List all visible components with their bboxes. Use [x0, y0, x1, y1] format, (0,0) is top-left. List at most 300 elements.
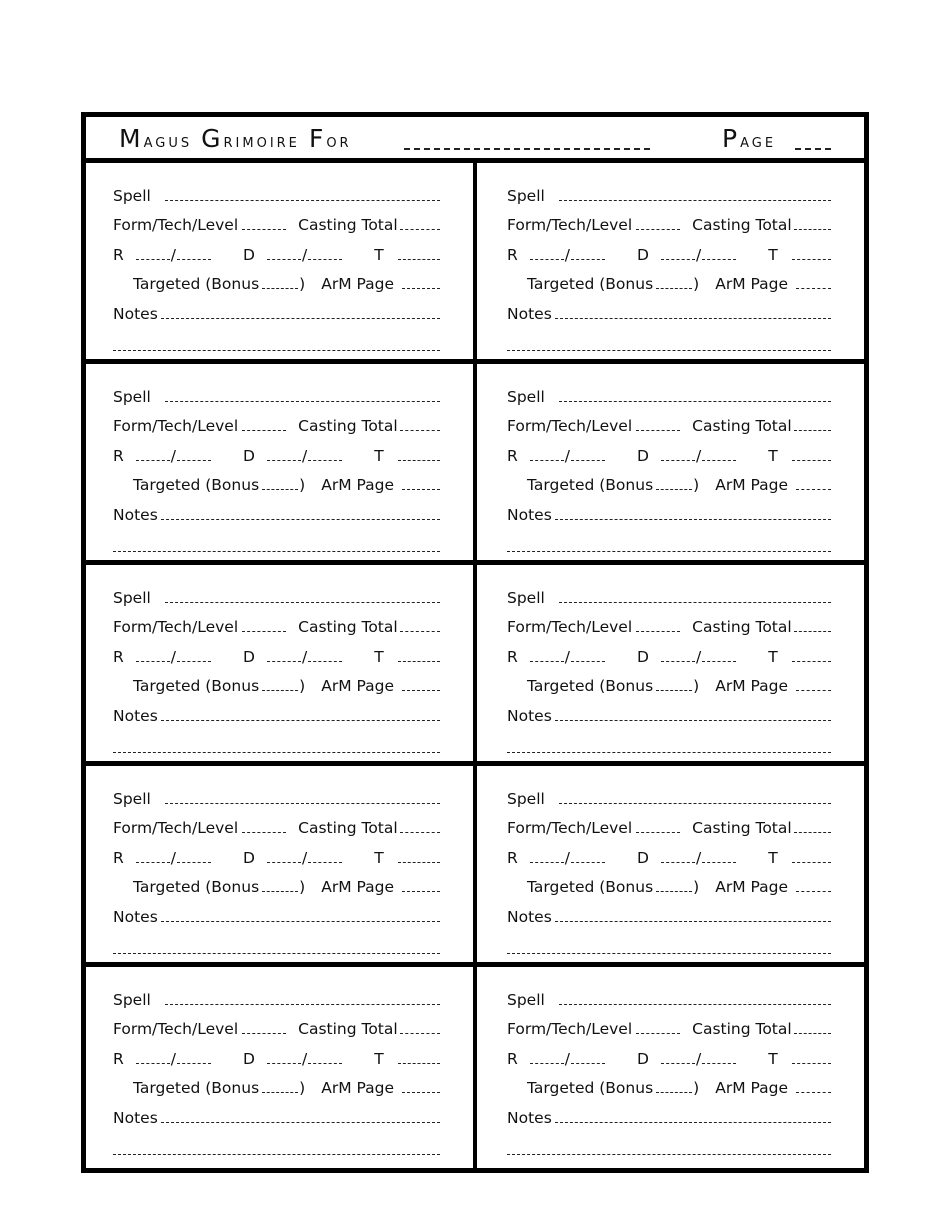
casting-total-label: Casting Total — [298, 216, 398, 234]
notes-extra-blank — [507, 1153, 831, 1155]
notes-line — [113, 1097, 444, 1127]
bonus-blank — [656, 890, 692, 892]
targeted-label: Targeted (Bonus — [527, 878, 654, 896]
targeted-label: Targeted (Bonus — [527, 275, 654, 293]
paren: ) — [693, 878, 700, 896]
targeted-label: Targeted (Bonus — [133, 476, 260, 494]
notes-blank — [555, 518, 831, 520]
target-label: T — [768, 647, 778, 666]
spell-entry — [86, 565, 475, 766]
targeted-line — [507, 867, 835, 897]
target-blank — [398, 861, 440, 863]
arm-page-blank — [796, 488, 831, 490]
target-label: T — [374, 848, 384, 867]
spell-blank — [165, 1003, 440, 1005]
notes-extra-line — [507, 323, 835, 356]
notes-line — [507, 896, 835, 926]
range-label: R — [507, 1049, 518, 1068]
range-label: R — [113, 1049, 124, 1068]
spell-blank — [165, 802, 440, 804]
spell-label: Spell — [113, 990, 151, 1009]
target-label: T — [374, 1049, 384, 1068]
spell-blank — [165, 601, 440, 603]
casting-total-label: Casting Total — [298, 1020, 398, 1038]
magus-name-blank — [404, 148, 650, 150]
notes-blank — [555, 719, 831, 721]
spell-label: Spell — [113, 186, 151, 205]
range-label: R — [113, 647, 124, 666]
notes-line — [507, 494, 835, 524]
spell-blank — [559, 601, 831, 603]
page-label: Page — [722, 124, 777, 153]
spell-entry — [475, 565, 864, 766]
casting-total-label: Casting Total — [692, 1020, 792, 1038]
form-tech-level-label: Form/Tech/Level — [113, 417, 239, 435]
slash: / — [170, 245, 177, 264]
slash: / — [170, 647, 177, 666]
form-line — [507, 406, 835, 436]
spell-entry — [86, 163, 475, 364]
target-blank — [398, 1062, 440, 1064]
header — [86, 117, 864, 163]
page-number-blank — [795, 148, 831, 150]
target-blank — [792, 660, 831, 662]
spell-blank — [559, 199, 831, 201]
slash: / — [564, 446, 571, 465]
targeted-label: Targeted (Bonus — [133, 275, 260, 293]
spell-entry — [475, 766, 864, 967]
arm-page-blank — [796, 890, 831, 892]
form-tech-level-blank — [242, 831, 286, 833]
slash: / — [695, 1049, 702, 1068]
slash: / — [564, 647, 571, 666]
spell-line — [113, 979, 444, 1009]
arm-page-blank — [796, 287, 831, 289]
targeted-line — [113, 666, 444, 696]
form-line — [507, 808, 835, 838]
casting-total-blank — [400, 630, 440, 632]
slash: / — [564, 1049, 571, 1068]
slash: / — [695, 848, 702, 867]
form-tech-level-blank — [242, 1032, 286, 1034]
rdt-line — [113, 1038, 444, 1068]
notes-extra-line — [113, 1127, 444, 1160]
duration-label: D — [243, 848, 255, 867]
spell-label: Spell — [507, 588, 545, 607]
target-blank — [792, 1062, 831, 1064]
spell-entry — [475, 967, 864, 1168]
target-blank — [792, 861, 831, 863]
spell-line — [507, 376, 835, 406]
range-bonus-blank — [177, 459, 211, 461]
notes-blank — [161, 719, 440, 721]
spell-blank — [559, 802, 831, 804]
notes-line — [507, 1097, 835, 1127]
targeted-label: Targeted (Bonus — [527, 1079, 654, 1097]
range-label: R — [507, 245, 518, 264]
paren: ) — [693, 1079, 700, 1097]
form-tech-level-blank — [242, 228, 286, 230]
page-title: Magus Grimoire For — [119, 124, 352, 153]
rdt-line — [507, 435, 835, 465]
duration-bonus-blank — [702, 1062, 736, 1064]
slash: / — [301, 245, 308, 264]
spell-entry — [475, 364, 864, 565]
form-tech-level-blank — [636, 831, 680, 833]
duration-label: D — [243, 245, 255, 264]
arm-page-label: ArM Page — [321, 878, 395, 896]
arm-page-blank — [796, 1091, 831, 1093]
form-line — [113, 808, 444, 838]
notes-blank — [161, 920, 440, 922]
form-tech-level-label: Form/Tech/Level — [113, 618, 239, 636]
duration-blank — [267, 861, 301, 863]
range-label: R — [507, 647, 518, 666]
casting-total-label: Casting Total — [692, 417, 792, 435]
target-label: T — [374, 647, 384, 666]
bonus-blank — [262, 488, 298, 490]
paren: ) — [693, 476, 700, 494]
arm-page-label: ArM Page — [321, 1079, 395, 1097]
duration-bonus-blank — [308, 1062, 342, 1064]
casting-total-blank — [400, 429, 440, 431]
range-bonus-blank — [571, 861, 605, 863]
rdt-line — [113, 234, 444, 264]
spell-entry — [86, 766, 475, 967]
spell-blank — [559, 1003, 831, 1005]
duration-bonus-blank — [702, 861, 736, 863]
duration-label: D — [637, 647, 649, 666]
notes-blank — [161, 518, 440, 520]
notes-label: Notes — [507, 706, 552, 725]
notes-blank — [555, 317, 831, 319]
spell-line — [507, 577, 835, 607]
notes-extra-blank — [507, 550, 831, 552]
slash: / — [564, 245, 571, 264]
target-label: T — [768, 245, 778, 264]
paren: ) — [693, 275, 700, 293]
form-tech-level-blank — [636, 228, 680, 230]
range-blank — [136, 459, 170, 461]
spell-entry — [86, 967, 475, 1168]
form-tech-level-blank — [636, 429, 680, 431]
range-blank — [530, 258, 564, 260]
range-blank — [530, 861, 564, 863]
notes-blank — [555, 920, 831, 922]
range-blank — [136, 258, 170, 260]
casting-total-blank — [794, 831, 831, 833]
targeted-label: Targeted (Bonus — [133, 1079, 260, 1097]
targeted-label: Targeted (Bonus — [527, 677, 654, 695]
notes-line — [507, 293, 835, 323]
spell-grid — [86, 163, 864, 1168]
rdt-line — [507, 636, 835, 666]
range-label: R — [113, 245, 124, 264]
target-label: T — [768, 446, 778, 465]
casting-total-label: Casting Total — [692, 216, 792, 234]
targeted-label: Targeted (Bonus — [527, 476, 654, 494]
targeted-line — [507, 465, 835, 495]
duration-blank — [661, 861, 695, 863]
casting-total-label: Casting Total — [298, 819, 398, 837]
duration-bonus-blank — [308, 660, 342, 662]
spell-entry — [475, 163, 864, 364]
notes-extra-line — [507, 1127, 835, 1160]
form-tech-level-blank — [636, 630, 680, 632]
duration-bonus-blank — [702, 258, 736, 260]
form-tech-level-label: Form/Tech/Level — [113, 1020, 239, 1038]
notes-extra-blank — [113, 349, 440, 351]
spell-line — [113, 175, 444, 205]
notes-extra-line — [507, 524, 835, 557]
rdt-line — [507, 1038, 835, 1068]
duration-bonus-blank — [308, 258, 342, 260]
spell-label: Spell — [507, 990, 545, 1009]
spell-line — [507, 175, 835, 205]
target-label: T — [768, 1049, 778, 1068]
arm-page-blank — [402, 1091, 440, 1093]
notes-blank — [161, 317, 440, 319]
notes-label: Notes — [113, 304, 158, 323]
range-bonus-blank — [571, 258, 605, 260]
duration-blank — [267, 459, 301, 461]
slash: / — [301, 848, 308, 867]
casting-total-label: Casting Total — [298, 417, 398, 435]
paren: ) — [299, 878, 306, 896]
form-line — [113, 607, 444, 637]
form-tech-level-label: Form/Tech/Level — [507, 216, 633, 234]
duration-label: D — [243, 647, 255, 666]
bonus-blank — [656, 488, 692, 490]
bonus-blank — [656, 1091, 692, 1093]
spell-line — [507, 778, 835, 808]
targeted-line — [113, 867, 444, 897]
target-label: T — [374, 446, 384, 465]
arm-page-blank — [402, 689, 440, 691]
spell-label: Spell — [113, 387, 151, 406]
notes-extra-line — [113, 524, 444, 557]
rdt-line — [507, 837, 835, 867]
slash: / — [301, 647, 308, 666]
target-label: T — [768, 848, 778, 867]
bonus-blank — [656, 689, 692, 691]
slash: / — [301, 446, 308, 465]
notes-extra-blank — [113, 952, 440, 954]
spell-label: Spell — [507, 387, 545, 406]
spell-line — [507, 979, 835, 1009]
bonus-blank — [656, 287, 692, 289]
arm-page-label: ArM Page — [715, 878, 789, 896]
notes-label: Notes — [507, 907, 552, 926]
targeted-line — [507, 1068, 835, 1098]
notes-line — [113, 695, 444, 725]
arm-page-label: ArM Page — [715, 1079, 789, 1097]
notes-extra-line — [113, 725, 444, 758]
casting-total-label: Casting Total — [692, 618, 792, 636]
bonus-blank — [262, 689, 298, 691]
range-bonus-blank — [571, 459, 605, 461]
spell-entry — [86, 364, 475, 565]
duration-blank — [267, 258, 301, 260]
targeted-line — [113, 264, 444, 294]
notes-label: Notes — [113, 1108, 158, 1127]
notes-extra-blank — [507, 349, 831, 351]
target-blank — [398, 660, 440, 662]
form-line — [507, 1009, 835, 1039]
casting-total-blank — [794, 228, 831, 230]
arm-page-label: ArM Page — [321, 677, 395, 695]
spell-blank — [559, 400, 831, 402]
spell-line — [113, 577, 444, 607]
spell-blank — [165, 199, 440, 201]
duration-bonus-blank — [308, 861, 342, 863]
duration-label: D — [637, 848, 649, 867]
rdt-line — [113, 435, 444, 465]
form-line — [113, 1009, 444, 1039]
arm-page-label: ArM Page — [321, 275, 395, 293]
paren: ) — [299, 275, 306, 293]
duration-blank — [267, 660, 301, 662]
casting-total-label: Casting Total — [692, 819, 792, 837]
casting-total-blank — [794, 630, 831, 632]
slash: / — [695, 446, 702, 465]
paren: ) — [299, 677, 306, 695]
notes-extra-line — [507, 926, 835, 959]
arm-page-blank — [402, 287, 440, 289]
form-line — [113, 406, 444, 436]
bonus-blank — [262, 287, 298, 289]
targeted-line — [507, 264, 835, 294]
range-label: R — [507, 848, 518, 867]
duration-label: D — [243, 1049, 255, 1068]
notes-line — [113, 293, 444, 323]
spell-label: Spell — [507, 789, 545, 808]
notes-blank — [555, 1121, 831, 1123]
casting-total-blank — [400, 1032, 440, 1034]
duration-bonus-blank — [308, 459, 342, 461]
spell-blank — [165, 400, 440, 402]
arm-page-blank — [402, 890, 440, 892]
targeted-label: Targeted (Bonus — [133, 878, 260, 896]
range-label: R — [113, 446, 124, 465]
spell-line — [113, 778, 444, 808]
form-line — [507, 607, 835, 637]
notes-blank — [161, 1121, 440, 1123]
notes-extra-line — [507, 725, 835, 758]
range-bonus-blank — [571, 660, 605, 662]
form-tech-level-blank — [242, 429, 286, 431]
spell-label: Spell — [113, 588, 151, 607]
spell-label: Spell — [113, 789, 151, 808]
range-bonus-blank — [177, 1062, 211, 1064]
range-blank — [136, 1062, 170, 1064]
notes-label: Notes — [113, 907, 158, 926]
duration-bonus-blank — [702, 660, 736, 662]
notes-label: Notes — [507, 1108, 552, 1127]
duration-label: D — [243, 446, 255, 465]
form-line — [113, 205, 444, 235]
notes-extra-blank — [113, 1153, 440, 1155]
notes-label: Notes — [113, 505, 158, 524]
notes-extra-blank — [113, 751, 440, 753]
range-bonus-blank — [177, 258, 211, 260]
duration-bonus-blank — [702, 459, 736, 461]
target-blank — [398, 459, 440, 461]
spell-label: Spell — [507, 186, 545, 205]
notes-line — [507, 695, 835, 725]
casting-total-blank — [400, 831, 440, 833]
spell-line — [113, 376, 444, 406]
slash: / — [170, 848, 177, 867]
rdt-line — [113, 636, 444, 666]
notes-extra-line — [113, 323, 444, 356]
paren: ) — [299, 1079, 306, 1097]
form-tech-level-label: Form/Tech/Level — [113, 819, 239, 837]
notes-extra-line — [113, 926, 444, 959]
targeted-label: Targeted (Bonus — [133, 677, 260, 695]
notes-label: Notes — [113, 706, 158, 725]
casting-total-blank — [794, 429, 831, 431]
duration-blank — [661, 660, 695, 662]
arm-page-label: ArM Page — [715, 476, 789, 494]
casting-total-label: Casting Total — [298, 618, 398, 636]
duration-label: D — [637, 245, 649, 264]
target-label: T — [374, 245, 384, 264]
duration-blank — [267, 1062, 301, 1064]
range-blank — [136, 861, 170, 863]
notes-line — [113, 896, 444, 926]
target-blank — [792, 258, 831, 260]
form-tech-level-label: Form/Tech/Level — [113, 216, 239, 234]
slash: / — [695, 245, 702, 264]
form-tech-level-label: Form/Tech/Level — [507, 1020, 633, 1038]
arm-page-label: ArM Page — [715, 677, 789, 695]
range-bonus-blank — [177, 660, 211, 662]
range-blank — [530, 459, 564, 461]
paren: ) — [299, 476, 306, 494]
targeted-line — [113, 1068, 444, 1098]
duration-blank — [661, 459, 695, 461]
rdt-line — [507, 234, 835, 264]
notes-extra-blank — [507, 952, 831, 954]
slash: / — [170, 1049, 177, 1068]
target-blank — [398, 258, 440, 260]
arm-page-label: ArM Page — [715, 275, 789, 293]
form-tech-level-label: Form/Tech/Level — [507, 819, 633, 837]
slash: / — [695, 647, 702, 666]
form-line — [507, 205, 835, 235]
range-label: R — [113, 848, 124, 867]
form-tech-level-label: Form/Tech/Level — [507, 417, 633, 435]
notes-label: Notes — [507, 505, 552, 524]
arm-page-blank — [402, 488, 440, 490]
casting-total-blank — [794, 1032, 831, 1034]
range-blank — [530, 660, 564, 662]
slash: / — [301, 1049, 308, 1068]
casting-total-blank — [400, 228, 440, 230]
notes-extra-blank — [113, 550, 440, 552]
notes-label: Notes — [507, 304, 552, 323]
form-tech-level-blank — [242, 630, 286, 632]
duration-blank — [661, 258, 695, 260]
paren: ) — [693, 677, 700, 695]
grimoire-sheet — [81, 112, 869, 1173]
notes-extra-blank — [507, 751, 831, 753]
range-bonus-blank — [571, 1062, 605, 1064]
form-tech-level-label: Form/Tech/Level — [507, 618, 633, 636]
range-blank — [530, 1062, 564, 1064]
targeted-line — [507, 666, 835, 696]
